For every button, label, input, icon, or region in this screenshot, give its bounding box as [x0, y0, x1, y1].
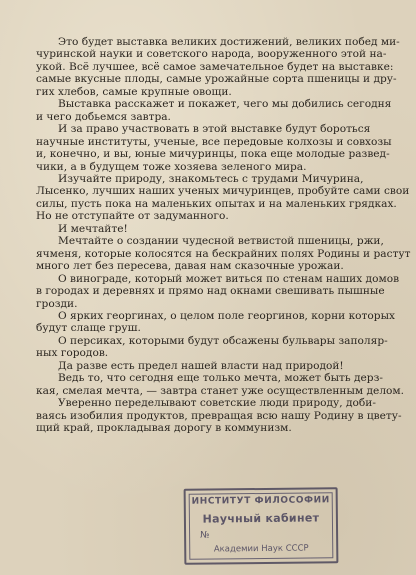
- text-line: Ведь то, что сегодня еще только мечта, может быть дерз-: [58, 372, 383, 385]
- text-line: и чего добьемся завтра.: [36, 110, 171, 123]
- stamp-cabinet: Научный кабинет: [202, 511, 320, 526]
- paragraph: [36, 123, 392, 173]
- text-line: грозди.: [36, 297, 78, 310]
- text-line: О ярких георгинах, о целом поле георгинов, корни которых: [58, 309, 395, 322]
- stamp-academy: Академии Наук СССР: [213, 543, 309, 555]
- paragraph: [36, 397, 402, 435]
- text-line: укой. Всё лучшее, всё самое замечательное будет на выставке:: [36, 60, 394, 73]
- text-line: научные институты, ученые, все передовые колхозы и совхозы: [36, 135, 392, 148]
- paragraph: [36, 335, 388, 360]
- document-body: [36, 36, 411, 435]
- paragraph: [36, 36, 400, 98]
- paragraph: [36, 272, 400, 310]
- text-line: О винограде, который может виться по стенам наших домов: [58, 272, 400, 285]
- text-line: силы, пусть пока на маленьких опытах и на маленьких грядках.: [36, 197, 397, 210]
- paragraph: [36, 372, 405, 397]
- paragraph: [36, 172, 410, 223]
- text-line: кая, смелая мечта, — завтра станет уже осуществленным делом.: [36, 384, 405, 397]
- text-line: гих хлебов, самые крупные овощи.: [36, 85, 232, 98]
- text-line: Выставка расскажет и покажет, чего мы добились сегодня: [58, 98, 392, 111]
- text-line: ячменя, которые колосятся на бескрайних полях Родины и растут: [36, 247, 411, 260]
- text-line: Уверенно переделывают советские люди природу, доби-: [58, 397, 376, 410]
- text-line: Это будет выставка великих достижений, великих побед ми-: [58, 36, 400, 48]
- paragraph: [36, 235, 411, 273]
- text-line: в городах и деревнях и прямо над окнами свешивать пышные: [36, 285, 385, 298]
- library-stamp: [184, 487, 339, 565]
- text-line: Изучайте природу, знакомьтесь с трудами Мичурина,: [58, 172, 364, 185]
- text-line: И мечтайте!: [58, 222, 128, 235]
- text-line: чики, а в будущем тоже хозяева зеленого мира.: [36, 160, 307, 173]
- stamp-institute: ИНСТИТУТ ФИЛОСОФИИ: [191, 495, 330, 507]
- text-line: будут слаще груш.: [36, 322, 141, 335]
- text-line: ных городов.: [36, 347, 109, 360]
- text-line: чуринской науки и советского народа, вооруженного этой на-: [36, 48, 387, 61]
- text-line: много лет без пересева, давая нам сказочные урожаи.: [36, 260, 344, 273]
- text-line: и, конечно, и вы, юные мичуринцы, пока еще молодые развед-: [36, 148, 390, 161]
- paragraph: [36, 223, 388, 235]
- text-line: Да разве есть предел нашей власти над природой!: [58, 359, 344, 372]
- text-line: Лысенко, лучших наших ученых мичуринцев, пробуйте сами свои: [36, 185, 410, 198]
- paragraph: [36, 309, 395, 335]
- stamp-number: №: [200, 530, 210, 541]
- text-line: Но не отступайте от задуманного.: [36, 210, 229, 223]
- paragraph: [36, 98, 392, 123]
- paragraph: [36, 360, 388, 372]
- text-line: И за право участвовать в этой выставке будут бороться: [58, 123, 371, 136]
- text-line: ваясь изобилия продуктов, превращая всю нашу Родину в цвету-: [36, 409, 402, 422]
- text-line: самые вкусные плоды, самые урожайные сорта пшеницы и дру-: [36, 73, 397, 86]
- text-line: О персиках, которыми будут обсажены бульвары заполяр-: [58, 334, 388, 347]
- text-line: щий край, прокладывая дорогу в коммунизм.: [36, 422, 292, 435]
- text-line: Мечтайте о создании чудесной ветвистой пшеницы, ржи,: [58, 235, 384, 248]
